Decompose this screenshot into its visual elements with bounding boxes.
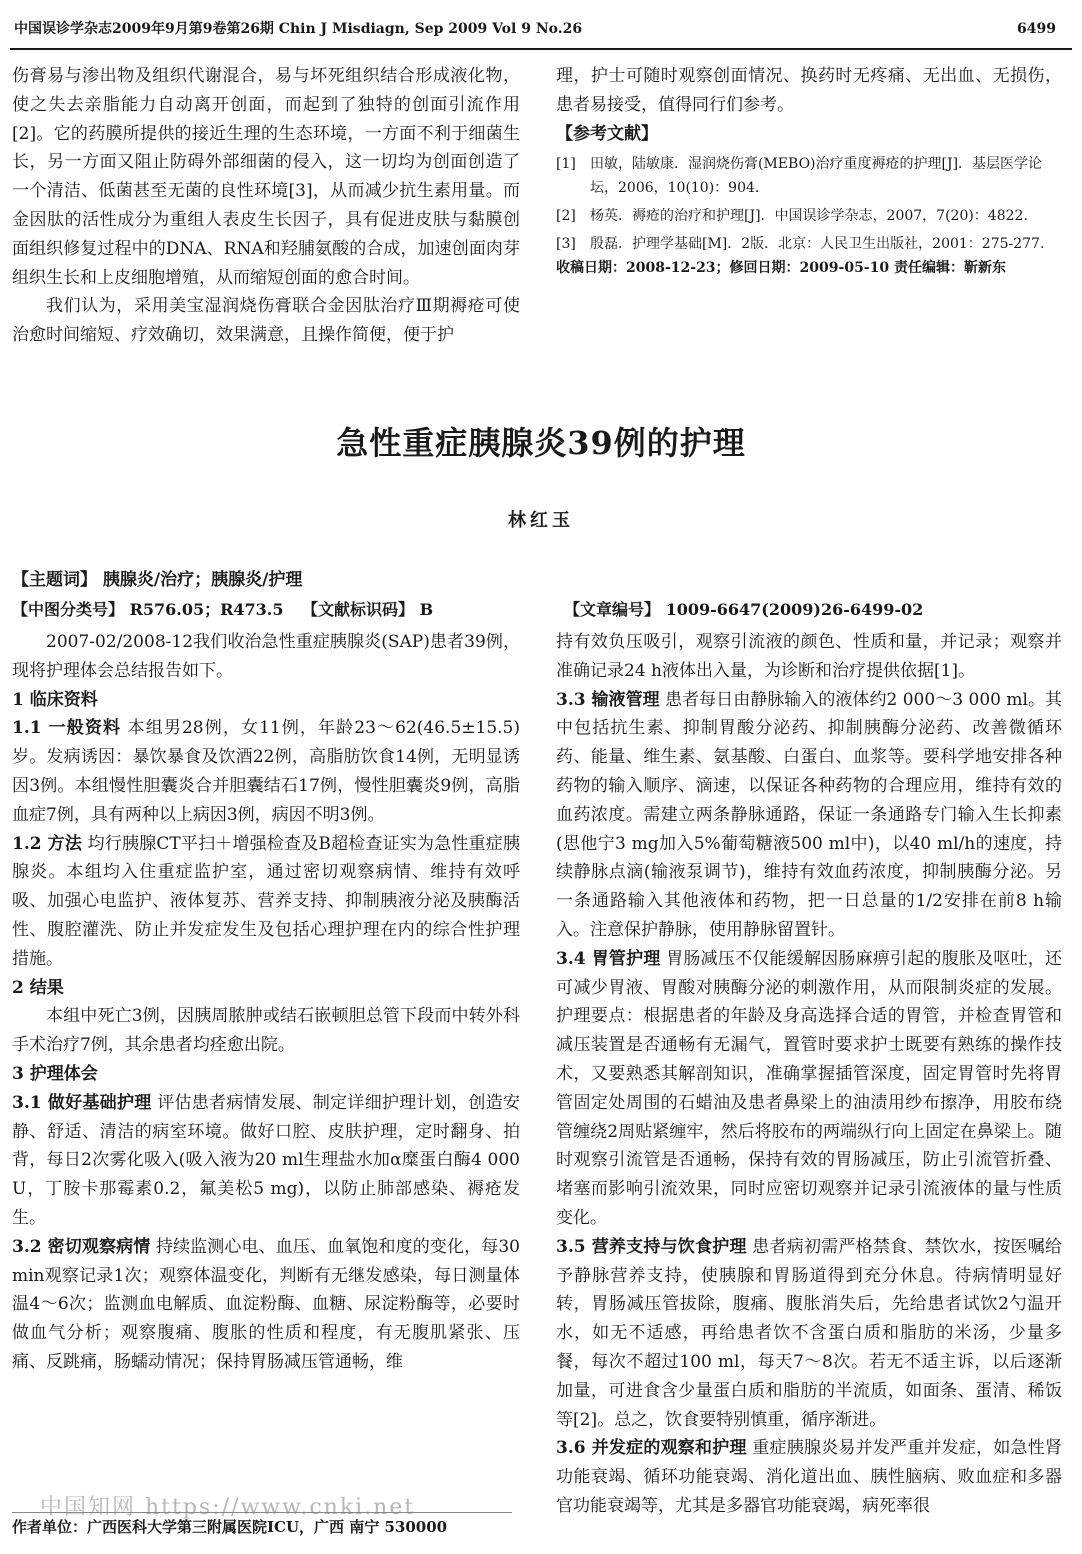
- clc-number: 【中图分类号】 R576.05；R473.5: [12, 600, 284, 619]
- subsection-heading: 3.4 胃管护理: [556, 948, 661, 969]
- article-author: 林红玉: [508, 510, 574, 531]
- author-affiliation: 作者单位：广西医科大学第三附属医院ICU，广西 南宁 530000: [12, 1512, 512, 1539]
- classification-line: [12, 596, 1072, 624]
- reference-text: 杨英．褥疮的治疗和护理[J]．中国误诊学杂志，2007，7(20)：4822.: [590, 208, 1028, 225]
- body-left-paragraph: 本组中死亡3例，因胰周脓肿或结石嵌顿胆总管下段而中转外科手术治疗7例，其余患者均痊愈出院。: [12, 1006, 520, 1056]
- body-right-paragraph: 3.3 输液管理 患者每日由静脉输入的液体约2 000～3 000 ml。其中包括抗生素、抑制胃酸分泌药、抑制胰酶分泌药、改善微循环药、能量、维生素、氨基酸、白蛋白、血浆等。要科学地安排各种药物的输入顺序、滴速，以保证各种药物的合理应用，维持有效的血药浓度。需建立两条静脉通路，保证一条通路专门输入生长抑素(思他宁3 mg加入5%葡萄糖液500 ml中)，以40 ml/h的速度，持续静脉点滴(输液泵调节)，维持有效血药浓度，抑制胰酶分泌。另一条通路输入其他液体和药物，把一日总量的1/2安排在前8 h输入。注意保护静脉，使用静脉留置针。: [556, 689, 1062, 940]
- references-heading: 【参考文献】: [556, 123, 658, 144]
- keywords: 【主题词】 胰腺炎/治疗；胰腺炎/护理: [12, 570, 303, 590]
- reference-text: 殷磊．护理学基础[M]．2版．北京：人民卫生出版社，2001：275-277.: [590, 236, 1045, 253]
- reference-number: [1]: [556, 156, 576, 173]
- subsection-heading: 3.1 做好基础护理: [12, 1092, 152, 1113]
- subsection-heading: 3.6 并发症的观察和护理: [556, 1438, 747, 1459]
- body-left-paragraph: 1.1 一般资料 本组男28例，女11例，年龄23～62(46.5±15.5)岁。发病诱因：暴饮暴食及饮酒22例，高脂肪饮食14例，无明显诱因3例。本组慢性胆囊炎合并胆囊结石17例，慢性胆囊炎9例，高脂血症7例，具有两种以上病因3例，病因不明3例。: [12, 718, 520, 825]
- body-right-paragraph: 持有效负压吸引，观察引流液的颜色、性质和量，并记录；观察并准确记录24 h液体出入量，为诊断和治疗提供依据[1]。: [556, 632, 1062, 681]
- prev-article-paragraph-2: 我们认为，采用美宝湿润烧伤膏联合金因肽治疗Ⅲ期褥疮可使治愈时间缩短、疗效确切，效果满意，且操作简便，便于护: [12, 296, 520, 346]
- body-right-paragraph: 3.4 胃管护理 胃肠减压不仅能缓解因肠麻痹引起的腹胀及呕吐，还可减少胃液、胃酸对胰酶分泌的刺激作用，从而限制炎症的发展。护理要点：根据患者的年龄及身高选择合适的胃管，并检查胃管和减压装置是否通畅有无漏气，置管时要求护士既要有熟练的操作技术，又要熟悉其解剖知识，准确掌握插管深度，固定胃管时先将胃管固定处周围的石蜡油及患者鼻梁上的油渍用纱布擦净，用胶布绕管缠绕2周贴紧缠牢，然后将胶布的两端纵行向上固定在鼻梁上。随时观察引流管是否通畅，保持有效的胃肠减压，防止引流管折叠、堵塞而影响引流效果，同时应密切观察并记录引流液体的量与性质变化。: [556, 948, 1063, 1228]
- body-right-paragraph: 3.5 营养支持与饮食护理 患者病初需严格禁食、禁饮水，按医嘱给予静脉营养支持，使胰腺和胃肠道得到充分休息。待病情明显好转，胃肠减压管拔除，腹痛、腹胀消失后，先给患者试饮2勺温开水，如无不适感，再给患者饮不含蛋白质和脂肪的米汤，少量多餐，每次不超过100 ml，每天7～8次。若无不适主诉，以后逐渐加量，可进食含少量蛋白质和脂肪的半流质，如面条、蛋清、稀饭等[2]。总之，饮食要特别慎重，循序渐进。: [556, 1236, 1062, 1430]
- received-dates: 收稿日期：2008-12-23；修回日期：2009-05-10 责任编辑：靳新东: [556, 260, 1006, 277]
- reference-item: [556, 232, 1062, 256]
- reference-text: 田敏，陆敏康．湿润烧伤膏(MEBO)治疗重度褥疮的护理[J]．基层医学论坛，2006，10(10)：904.: [590, 156, 1043, 197]
- running-header: [14, 12, 1068, 46]
- cnki-watermark: 中国知网 https://www.cnki.net: [40, 1495, 416, 1520]
- reference-item: [556, 204, 1062, 228]
- body-left-paragraph: 2007-02/2008-12我们收治急性重症胰腺炎(SAP)患者39例，现将护理体会总结报告如下。: [12, 632, 520, 681]
- subsection-heading: 1.1 一般资料: [12, 718, 122, 739]
- references-list: [556, 152, 1062, 256]
- subsection-heading: 1.2 方法: [12, 833, 83, 854]
- reference-item: [556, 152, 1062, 200]
- body-right-paragraph: 3.6 并发症的观察和护理 重症胰腺炎易并发严重并发症，如急性肾功能衰竭、循环功能衰竭、消化道出血、胰性脑病、败血症和多器官功能衰竭等，尤其是多器官功能衰竭，病死率很: [556, 1438, 1062, 1516]
- prev-article-right-column: [556, 62, 1062, 280]
- article-title: 急性重症胰腺炎39例的护理: [336, 424, 746, 462]
- reference-number: [3]: [556, 236, 576, 253]
- article-right-column: [556, 628, 1062, 1521]
- section-heading: 3 护理体会: [12, 1063, 98, 1084]
- prev-article-continuation: 理，护士可随时观察创面情况、换药时无疼痛、无出血、无损伤，患者易接受，值得同行们参考。: [556, 66, 1062, 115]
- document-code: 【文献标识码】 B: [302, 600, 434, 619]
- body-left-paragraph: 3.1 做好基础护理 评估患者病情发展、制定详细护理计划，创造安静、舒适、清洁的病室环境。做好口腔、皮肤护理，定时翻身、拍背，每日2次雾化吸入(吸入液为20 ml生理盐水加α糜蛋白酶4 000 U，丁胺卡那霉素0.2，氟美松5 mg)，以防止肺部感染、褥疮发生。: [12, 1092, 521, 1228]
- section-heading: 1 临床资料: [12, 689, 98, 710]
- reference-number: [2]: [556, 208, 576, 225]
- header-divider: [10, 48, 1072, 50]
- article-left-column: [12, 628, 520, 1377]
- subsection-heading: 3.2 密切观察病情: [12, 1236, 151, 1257]
- subsection-heading: 3.5 营养支持与饮食护理: [556, 1236, 747, 1257]
- section-heading: 2 结果: [12, 977, 64, 998]
- body-left-paragraph: 3.2 密切观察病情 持续监测心电、血压、血氧饱和度的变化，每30 min观察记录1次；观察体温变化，判断有无继发感染，每日测量体温4～6次；监测血电解质、血淀粉酶、血糖、尿淀粉酶等，必要时做血气分析；观察腹痛、腹胀的性质和程度，有无腹肌紧张、压痛、反跳痛，肠蠕动情况；保持胃肠减压管通畅，维: [12, 1236, 520, 1372]
- prev-article-paragraph-1: 伤膏易与渗出物及组织代谢混合，易与坏死组织结合形成液化物，使之失去亲脂能力自动离开创面，而起到了独特的创面引流作用[2]。它的药膜所提供的接近生理的生态环境，一方面不利于细菌生长，另一方面又阻止防碍外部细菌的侵入，这一切均为创面创造了一个清洁、低菌甚至无菌的良性环境[3]，从而减少抗生素用量。而金因肽的活性成分为重组人表皮生长因子，具有促进皮肤与黏膜创面组织修复过程中的DNA、RNA和羟脯氨酸的合成，加速创面肉芽组织生长和上皮细胞增殖，从而缩短创面的愈合时间。: [12, 66, 520, 288]
- subsection-heading: 3.3 输液管理: [556, 689, 660, 710]
- page-number: 6499: [1017, 21, 1056, 37]
- journal-citation: 中国误诊学杂志2009年9月第9卷第26期 Chin J Misdiagn, Sep 2009 Vol 9 No.26: [14, 21, 583, 37]
- article-number: 【文章编号】 1009-6647(2009)26-6499-02: [564, 600, 924, 619]
- body-left-paragraph: 1.2 方法 均行胰腺CT平扫＋增强检查及B超检查证实为急性重症胰腺炎。本组均入住重症监护室，通过密切观察病情、维持有效呼吸、加强心电监护、液体复苏、营养支持、抑制胰液分泌及胰酶活性、腹腔灌洗、防止并发症发生及包括心理护理在内的综合性护理措施。: [12, 833, 520, 969]
- prev-article-left-column: [12, 62, 520, 350]
